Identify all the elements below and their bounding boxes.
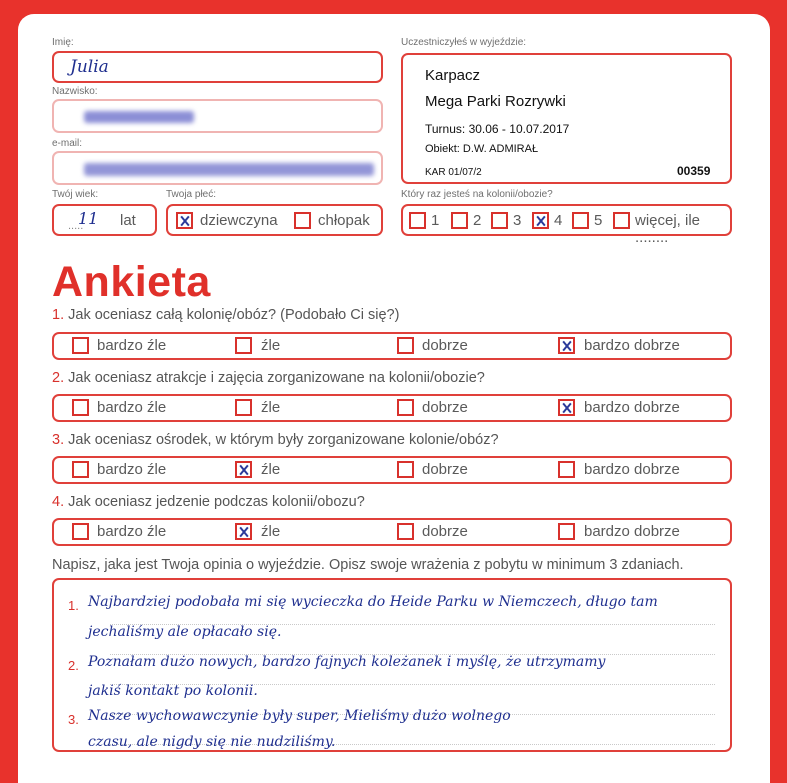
question-2: 2. Jak oceniasz atrakcje i zajęcia zorganizowane na kolonii/obozie? (52, 370, 485, 386)
trip-place: Karpacz (425, 67, 481, 84)
q2-option-3-label: dobrze (422, 399, 468, 416)
last-name-label: Nazwisko: (52, 86, 98, 97)
q3-option-2-checkbox[interactable] (235, 461, 252, 478)
email-field[interactable] (52, 151, 383, 185)
q2-option-1-checkbox[interactable] (72, 399, 89, 416)
q4-option-3-label: dobrze (422, 523, 468, 540)
question-1: 1. Jak oceniasz całą kolonię/obóz? (Podobało Ci się?) (52, 307, 400, 323)
first-name-label: Imię: (52, 37, 74, 48)
which-time-field (401, 204, 732, 246)
which-time-label: Który raz jesteś na kolonii/obozie? (401, 189, 553, 200)
q3-option-2-label: źle (261, 461, 281, 478)
q3-option-3-label: dobrze (422, 461, 468, 478)
age-unit: lat (120, 212, 136, 229)
question-4: 4. Jak oceniasz jedzenie podczas kolonii/obozu? (52, 494, 365, 510)
q3-option-3-checkbox[interactable] (397, 461, 414, 478)
gender-girl-checkbox[interactable] (176, 212, 193, 229)
opinion-num-1: 1. (68, 598, 79, 613)
q1-option-3-checkbox[interactable] (397, 337, 414, 354)
q4-option-1-checkbox[interactable] (72, 523, 89, 540)
gender-girl-label: dziewczyna (200, 212, 278, 229)
question-3: 3. Jak oceniasz ośrodek, w którym były zorganizowane kolonie/obóz? (52, 432, 499, 448)
q2-option-2-checkbox[interactable] (235, 399, 252, 416)
times-2-checkbox[interactable] (451, 212, 468, 229)
times-5-checkbox[interactable] (572, 212, 589, 229)
q4-option-2-label: źle (261, 523, 281, 540)
times-5-label: 5 (594, 212, 603, 229)
times-2-label: 2 (473, 212, 482, 229)
question-4-answers (52, 518, 732, 546)
opinion-line-3: Poznałam dużo nowych, bardzo fajnych koleżanek i myślę, że utrzymamy (88, 654, 606, 670)
q3-option-4-checkbox[interactable] (558, 461, 575, 478)
times-3-label: 3 (513, 212, 522, 229)
gender-label: Twoja płeć: (166, 189, 217, 200)
q3-option-1-label: bardzo źle (97, 461, 167, 478)
q4-option-1-label: bardzo źle (97, 523, 167, 540)
trip-term: Turnus: 30.06 - 10.07.2017 (425, 122, 570, 136)
q1-option-2-checkbox[interactable] (235, 337, 252, 354)
question-3-answers (52, 456, 732, 484)
times-3-checkbox[interactable] (491, 212, 508, 229)
opinion-line-2: jechaliśmy ale opłacało się. (88, 624, 282, 640)
q1-option-4-label: bardzo dobrze (584, 337, 680, 354)
trip-code: KAR 01/07/2 (425, 167, 482, 178)
trip-number: 00359 (677, 164, 711, 178)
q4-option-3-checkbox[interactable] (397, 523, 414, 540)
times-4-checkbox[interactable] (532, 212, 549, 229)
opinion-line-5: Nasze wychowawczynie były super, Mieliśmy dużo wolnego (88, 708, 511, 724)
trip-label: Uczestniczyłeś w wyjeździe: (401, 37, 527, 48)
redacted-email (84, 163, 374, 176)
times-4-label: 4 (554, 212, 563, 229)
trip-info-box (401, 53, 732, 184)
redacted-last-name (84, 111, 194, 123)
q2-option-3-checkbox[interactable] (397, 399, 414, 416)
survey-title: Ankieta (52, 258, 211, 306)
q3-option-4-label: bardzo dobrze (584, 461, 680, 478)
trip-name: Mega Parki Rozrywki (425, 93, 566, 110)
question-2-answers (52, 394, 732, 422)
q1-option-1-label: bardzo źle (97, 337, 167, 354)
times-more-checkbox[interactable] (613, 212, 630, 229)
question-1-answers (52, 332, 732, 360)
opinion-num-3: 3. (68, 712, 79, 727)
q3-option-1-checkbox[interactable] (72, 461, 89, 478)
last-name-field[interactable] (52, 99, 383, 133)
age-label: Twój wiek: (52, 189, 99, 200)
opinion-num-2: 2. (68, 658, 79, 673)
times-more-label: więcej, ile ........ (635, 212, 701, 246)
q2-option-1-label: bardzo źle (97, 399, 167, 416)
q1-option-3-label: dobrze (422, 337, 468, 354)
opinion-line-4: jakiś kontakt po kolonii. (88, 683, 258, 699)
opinion-prompt: Napisz, jaka jest Twoja opinia o wyjeździe. Opisz swoje wrażenia z pobytu w minimum 3 zdaniach. (52, 557, 684, 573)
trip-venue: Obiekt: D.W. ADMIRAŁ (425, 143, 539, 155)
age-value: 11 (78, 209, 99, 228)
q4-option-4-checkbox[interactable] (558, 523, 575, 540)
age-field[interactable]: ..... 11 lat (52, 204, 157, 236)
times-1-label: 1 (431, 212, 440, 229)
first-name-value: Julia (70, 57, 109, 77)
gender-boy-label: chłopak (318, 212, 370, 229)
opinion-line-1: Najbardziej podobała mi się wycieczka do Heide Parku w Niemczech, długo tam (88, 594, 658, 610)
q1-option-4-checkbox[interactable] (558, 337, 575, 354)
email-label: e-mail: (52, 138, 83, 149)
q1-option-1-checkbox[interactable] (72, 337, 89, 354)
q2-option-2-label: źle (261, 399, 281, 416)
first-name-field[interactable] (52, 51, 383, 83)
opinion-line-6: czasu, ale nigdy się nie nudziliśmy. (88, 734, 336, 750)
opinion-box[interactable] (52, 578, 732, 752)
q4-option-2-checkbox[interactable] (235, 523, 252, 540)
survey-sheet (18, 14, 770, 783)
times-1-checkbox[interactable] (409, 212, 426, 229)
gender-boy-checkbox[interactable] (294, 212, 311, 229)
q4-option-4-label: bardzo dobrze (584, 523, 680, 540)
gender-field (166, 204, 383, 236)
q2-option-4-label: bardzo dobrze (584, 399, 680, 416)
q2-option-4-checkbox[interactable] (558, 399, 575, 416)
q1-option-2-label: źle (261, 337, 281, 354)
